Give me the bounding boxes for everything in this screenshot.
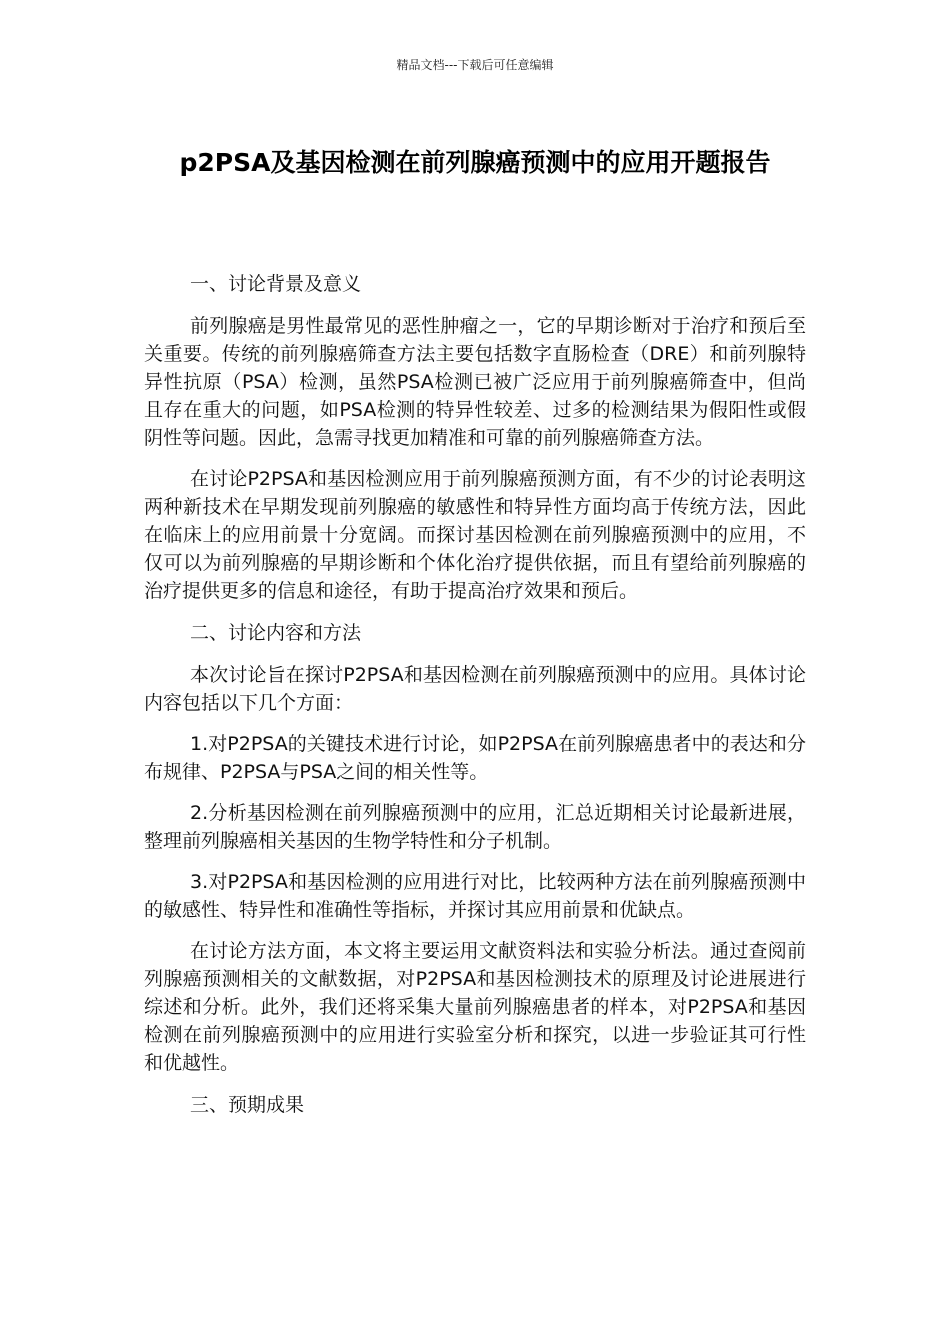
section-heading-background: 一、讨论背景及意义 bbox=[190, 273, 362, 295]
paragraph-methods: 在讨论方法方面，本文将主要运用文献资料法和实验分析法。通过查阅前列腺癌预测相关的文献数据，对P2PSA和基因检测技术的原理及讨论进展进行综述和分析。此外，我们还将采集大量前列腺癌患者的样本，对P2PSA和基因检测在前列腺癌预测中的应用进行实验室分析和探究，以进一步验证其可行性和优越性。 bbox=[144, 940, 806, 1074]
paragraph-background-2: 在讨论P2PSA和基因检测应用于前列腺癌预测方面，有不少的讨论表明这两种新技术在早期发现前列腺癌的敏感性和特异性方面均高于传统方法，因此在临床上的应用前景十分宽阔。而探讨基因检测在前列腺癌预测中的应用，不仅可以为前列腺癌的早期诊断和个体化治疗提供依据，而且有望给前列腺癌的治疗提供更多的信息和途径，有助于提高治疗效果和预后。 bbox=[144, 468, 806, 602]
paragraph-background-1: 前列腺癌是男性最常见的恶性肿瘤之一，它的早期诊断对于治疗和预后至关重要。传统的前列腺癌筛查方法主要包括数字直肠检查（DRE）和前列腺特异性抗原（PSA）检测，虽然PSA检测已被广泛应用于前列腺癌筛查中，但尚且存在重大的问题，如PSA检测的特异性较差、过多的检测结果为假阳性或假阴性等问题。因此，急需寻找更加精准和可靠的前列腺癌筛查方法。 bbox=[144, 315, 806, 449]
paragraph-content-intro: 本次讨论旨在探讨P2PSA和基因检测在前列腺癌预测中的应用。具体讨论内容包括以下几个方面： bbox=[144, 664, 806, 714]
section-heading-content-methods: 二、讨论内容和方法 bbox=[190, 622, 362, 644]
document-title: p2PSA及基因检测在前列腺癌预测中的应用开题报告 bbox=[179, 148, 771, 177]
document-body bbox=[144, 269, 806, 1133]
header-note: 精品文档---下载后可任意编辑 bbox=[396, 58, 554, 72]
list-item-3: 3.对P2PSA和基因检测的应用进行对比，比较两种方法在前列腺癌预测中的敏感性、特异性和准确性等指标，并探讨其应用前景和优缺点。 bbox=[144, 871, 806, 921]
section-heading-expected-results: 三、预期成果 bbox=[190, 1094, 305, 1116]
list-item-2: 2.分析基因检测在前列腺癌预测中的应用，汇总近期相关讨论最新进展，整理前列腺癌相关基因的生物学特性和分子机制。 bbox=[144, 802, 806, 852]
list-item-1: 1.对P2PSA的关键技术进行讨论，如P2PSA在前列腺癌患者中的表达和分布规律、P2PSA与PSA之间的相关性等。 bbox=[144, 733, 806, 783]
